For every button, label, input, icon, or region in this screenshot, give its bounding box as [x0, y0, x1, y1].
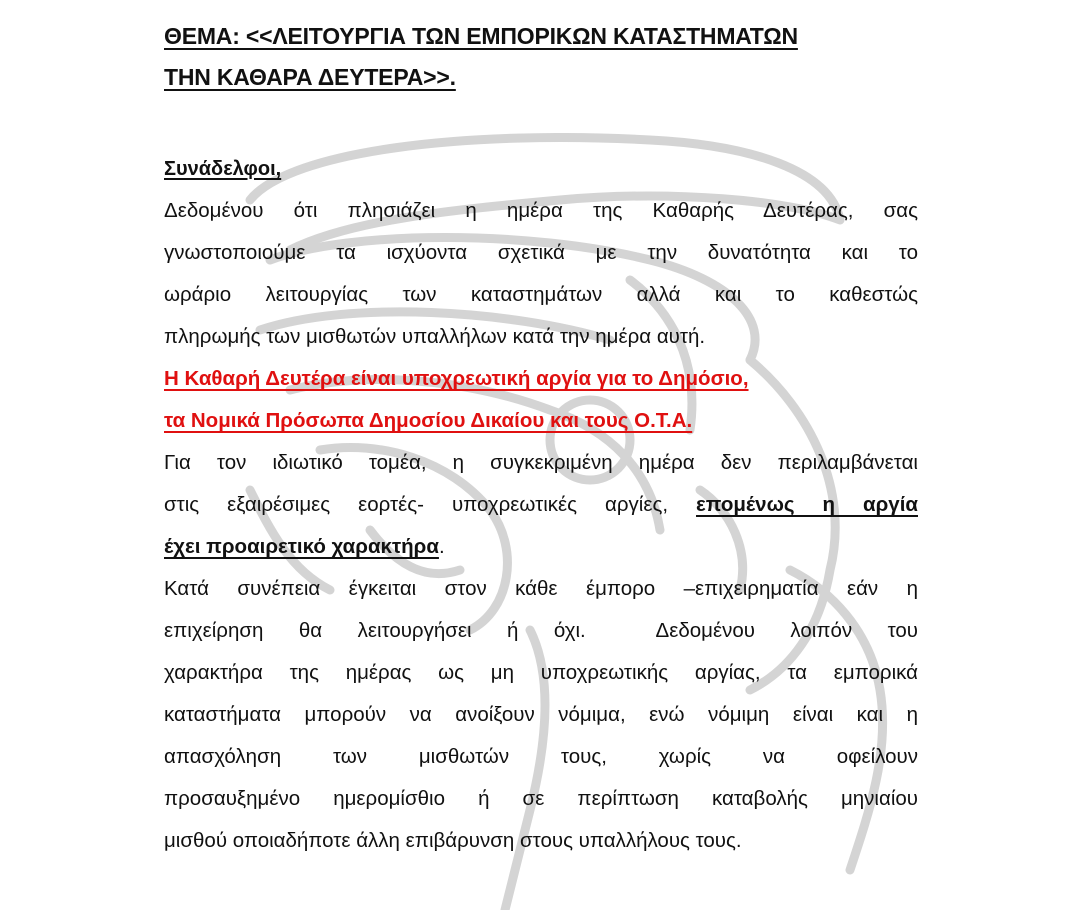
document-title [164, 16, 918, 98]
text-segment: . [438, 535, 445, 558]
paragraph-consequence [164, 568, 918, 862]
text-line: Για τον ιδιωτικό τομέα, η συγκεκριμένη ημέρα δεν περιλαμβάνεται [164, 451, 918, 474]
title-line-2: ΤΗΝ ΚΑΘΑΡΑ ΔΕΥΤΕΡΑ>>. [164, 64, 456, 90]
greeting: Συνάδελφοι, [164, 158, 282, 180]
text-segment: στις εξαιρέσιμες εορτές- υποχρεωτικές αργίες, [164, 493, 697, 516]
text-line [164, 484, 918, 526]
title-line-1: ΘΕΜΑ: <<ΛΕΙΤΟΥΡΓΙΑ ΤΩΝ ΕΜΠΟΡΙΚΩΝ ΚΑΤΑΣΤΗΜΑΤΩΝ [164, 23, 798, 49]
text-line: απασχόληση των μισθωτών τους, χωρίς να οφείλουν [164, 745, 918, 768]
text-line: καταστήματα μπορούν να ανοίξουν νόμιμα, ενώ νόμιμη είναι και η [164, 703, 918, 726]
text-line: Δεδομένου ότι πλησιάζει η ημέρα της Καθαρής Δευτέρας, σας [164, 199, 918, 222]
paragraph-private-sector [164, 442, 918, 568]
text-line [164, 526, 918, 568]
document-page [164, 0, 918, 862]
text-line: Κατά συνέπεια έγκειται στον κάθε έμπορο –επιχειρηματία εάν η [164, 577, 918, 600]
red-notice-line: Η Καθαρή Δευτέρα είναι υποχρεωτική αργία για το Δημόσιο, [164, 367, 749, 390]
red-notice [164, 358, 918, 442]
text-line: ωράριο λειτουργίας των καταστημάτων αλλά και το καθεστώς [164, 283, 918, 306]
emphasis-segment: έχει προαιρετικό χαρακτήρα [164, 535, 439, 558]
text-line: προσαυξημένο ημερομίσθιο ή σε περίπτωση καταβολής μηνιαίου [164, 787, 918, 810]
text-line: επιχείρηση θα λειτουργήσει ή όχι. Δεδομένου λοιπόν του [164, 619, 918, 642]
text-line: μισθού οποιαδήποτε άλλη επιβάρυνση στους υπαλλήλους τους. [164, 829, 742, 852]
paragraph-intro [164, 190, 918, 358]
emphasis-segment: επομένως η αργία [696, 493, 918, 516]
text-line: χαρακτήρα της ημέρας ως μη υποχρεωτικής αργίας, τα εμπορικά [164, 661, 918, 684]
red-notice-line: τα Νομικά Πρόσωπα Δημοσίου Δικαίου και τους Ο.Τ.Α. [164, 409, 693, 432]
text-line: πληρωμής των μισθωτών υπαλλήλων κατά την ημέρα αυτή. [164, 325, 706, 348]
text-line: γνωστοποιούμε τα ισχύοντα σχετικά με την δυνατότητα και το [164, 241, 918, 264]
